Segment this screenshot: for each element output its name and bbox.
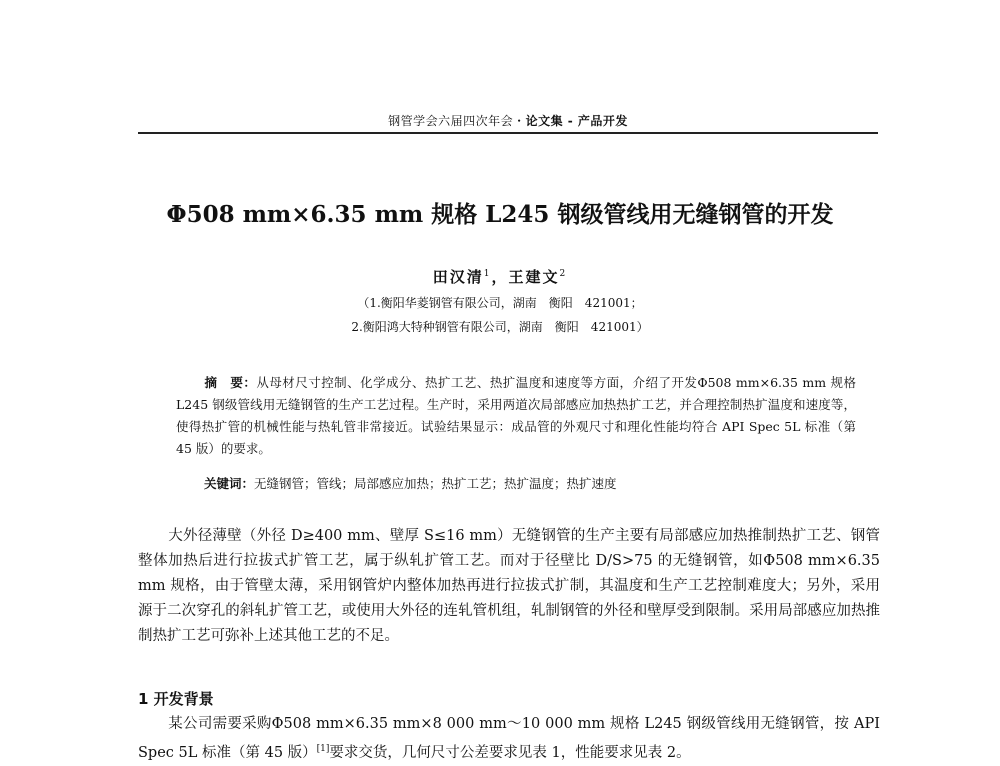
running-header-left: 钢管学会六届四次年会・ (388, 114, 526, 128)
author-1: 田汉清 (432, 268, 484, 286)
abstract (176, 372, 856, 460)
section-text-after: 要求交货，几何尺寸公差要求见表 1，性能要求见表 2。 (329, 744, 691, 761)
keywords (204, 474, 854, 492)
keywords-text: 无缝钢管；管线；局部感应加热；热扩工艺；热扩温度；热扩速度 (254, 476, 617, 491)
author-line (0, 266, 1000, 287)
affiliation-1: （1.衡阳华菱钢管有限公司，湖南 衡阳 421001； (357, 296, 643, 310)
section-paragraph (138, 712, 880, 766)
running-header-right: 论文集 - 产品开发 (525, 114, 628, 128)
author-1-affil-mark: 1 (483, 269, 492, 279)
section-text-before: 某公司需要采购Φ508 mm×6.35 mm×8 000 mm～10 000 mm 规格 L245 钢级管线用无缝钢管，按 API Spec 5L 标准（第 45 版） (138, 716, 880, 761)
intro-text: 大外径薄壁（外径 D≥400 mm、壁厚 S≤16 mm）无缝钢管的生产主要有局部感应加热推制热扩工艺、钢管整体加热后进行拉拔式扩管工艺，属于纵轧扩管工艺。而对于径壁比 D/S>75 的无缝钢管，如Φ508 mm×6.35 mm 规格，由于管壁太薄，采用钢管炉内整体加热再进行拉拔式扩制，其温度和生产工艺控制难度大；另外，采用源于二次穿孔的斜轧扩管工艺，或使用大外径的连轧管机组，轧制钢管的外径和壁厚受到限制。采用局部感应加热推制热扩工艺可弥补上述其他工艺的不足。 (138, 528, 880, 644)
author-separator: ， (491, 268, 509, 286)
author-2: 王建文 (508, 268, 560, 286)
running-header (138, 112, 878, 129)
author-2-affil-mark: 2 (559, 269, 568, 279)
intro-paragraph (138, 524, 880, 649)
section-heading: 1 开发背景 (138, 690, 214, 708)
affiliation-2: 2.衡阳鸿大特种钢管有限公司，湖南 衡阳 421001） (351, 320, 649, 334)
keywords-label: 关键词： (204, 476, 255, 491)
citation-ref: [1] (316, 744, 330, 754)
abstract-text: 从母材尺寸控制、化学成分、热扩工艺、热扩温度和速度等方面，介绍了开发Φ508 mm×6.35 mm 规格 L245 钢级管线用无缝钢管的生产工艺过程。生产时，采用两道次局部感应加热热扩工艺，并合理控制热扩温度和速度等，使得热扩管的机械性能与热轧管非常接近。试验结果显示：成品管的外观尺寸和理化性能均符合 API Spec 5L 标准（第 45 版）的要求。 (176, 375, 856, 456)
header-rule (138, 132, 878, 134)
abstract-label: 摘 要： (204, 375, 257, 390)
paper-title: Φ508 mm×6.35 mm 规格 L245 钢级管线用无缝钢管的开发 (166, 201, 834, 228)
